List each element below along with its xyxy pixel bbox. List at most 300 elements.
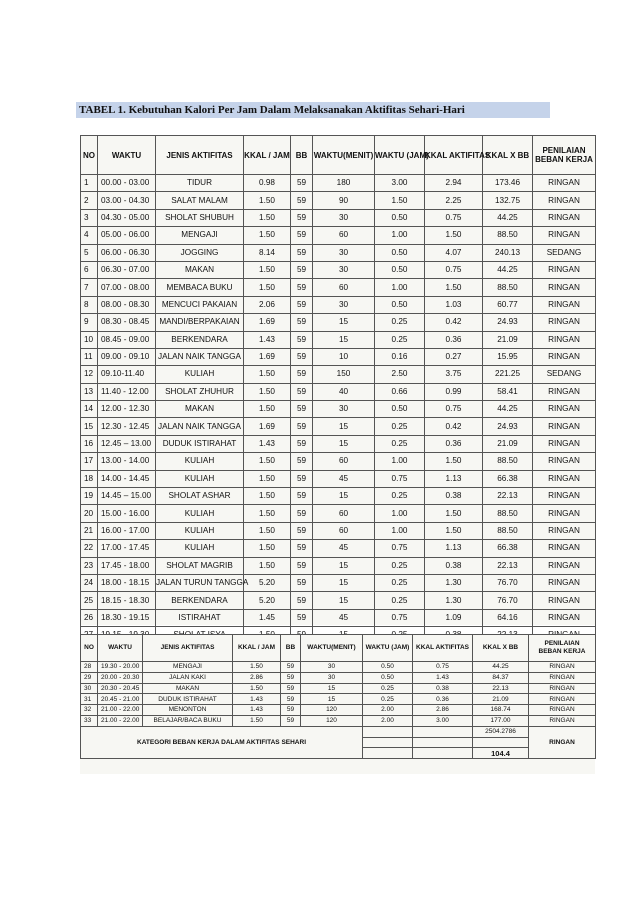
cell-kkal-jam: 1.50: [244, 192, 291, 209]
cell-waktu-menit: 120: [301, 705, 363, 716]
cell-penilaian: RINGAN: [529, 672, 596, 683]
header-jenis-aktifitas: JENIS AKTIFITAS: [156, 136, 244, 175]
cell-waktu-menit: 15: [313, 331, 375, 348]
table-row: [81, 705, 596, 716]
cell-kkal-x-bb: 21.09: [473, 694, 529, 705]
cell-bb: 59: [291, 522, 313, 539]
cell-waktu-menit: 40: [313, 383, 375, 400]
cell-no: 5: [81, 244, 98, 261]
cell-penilaian: RINGAN: [533, 331, 596, 348]
cell-kkal-aktifitas: 2.94: [425, 175, 483, 192]
cell-waktu-jam: 0.25: [363, 694, 413, 705]
cell-penilaian: SEDANG: [533, 366, 596, 383]
cell-kkal-x-bb: 60.77: [483, 296, 533, 313]
table-row: [81, 715, 596, 726]
cell-no: 28: [81, 662, 98, 673]
cell-no: 6: [81, 261, 98, 278]
table-row: [81, 574, 596, 591]
cell-kkal-aktifitas: 1.50: [425, 505, 483, 522]
header-waktu: WAKTU: [98, 635, 143, 662]
cell-waktu-menit: 120: [301, 715, 363, 726]
cell-kkal-x-bb: 76.70: [483, 592, 533, 609]
cell-waktu-menit: 60: [313, 227, 375, 244]
cell-jenis-aktifitas: KULIAH: [156, 453, 244, 470]
cell-kkal-x-bb: 177.00: [473, 715, 529, 726]
cell-bb: 59: [291, 261, 313, 278]
cell-waktu: 04.30 - 05.00: [98, 209, 156, 226]
cell-kkal-jam: 1.45: [244, 609, 291, 626]
header-penilaian-line1: PENILAIAN: [542, 146, 586, 155]
cell-waktu: 14.00 - 14.45: [98, 470, 156, 487]
cell-waktu-menit: 15: [313, 557, 375, 574]
cell-waktu-jam: 3.00: [375, 175, 425, 192]
cell-kkal-aktifitas: 0.36: [425, 331, 483, 348]
table-row: [81, 592, 596, 609]
cell-penilaian: RINGAN: [533, 540, 596, 557]
cell-no: 12: [81, 366, 98, 383]
cell-penilaian: RINGAN: [533, 279, 596, 296]
header-waktu: WAKTU: [98, 136, 156, 175]
cell-penilaian: RINGAN: [533, 418, 596, 435]
cell-waktu-jam: 0.50: [363, 662, 413, 673]
cell-waktu-menit: 15: [313, 592, 375, 609]
cell-waktu-jam: 0.25: [375, 435, 425, 452]
cell-bb: 59: [281, 715, 301, 726]
header-no: NO: [81, 136, 98, 175]
cell-waktu: 19.30 - 20.00: [98, 662, 143, 673]
cell-kkal-x-bb: 44.25: [483, 209, 533, 226]
cell-kkal-jam: 1.50: [233, 683, 281, 694]
cell-kkal-x-bb: 88.50: [483, 227, 533, 244]
cell-waktu-menit: 60: [313, 505, 375, 522]
cell-kkal-aktifitas: 0.42: [425, 314, 483, 331]
header-waktu-menit: WAKTU(MENIT): [301, 635, 363, 662]
cell-waktu-menit: 90: [313, 192, 375, 209]
cell-kkal-aktifitas: 1.13: [425, 540, 483, 557]
table-row: [81, 261, 596, 278]
cell-waktu-jam: 0.50: [375, 244, 425, 261]
cell-penilaian: RINGAN: [533, 609, 596, 626]
cell-no: 14: [81, 401, 98, 418]
cell-jenis-aktifitas: DUDUK ISTIRAHAT: [143, 694, 233, 705]
cell-kkal-aktifitas: 0.42: [425, 418, 483, 435]
cell-penilaian: RINGAN: [533, 488, 596, 505]
cell-no: 23: [81, 557, 98, 574]
cell-penilaian: RINGAN: [529, 715, 596, 726]
cell-kkal-jam: 1.50: [244, 540, 291, 557]
cell-kkal-x-bb: 22.13: [483, 557, 533, 574]
cell-waktu-menit: 150: [313, 366, 375, 383]
summary-empty-cell: [363, 737, 413, 748]
cell-waktu-menit: 45: [313, 470, 375, 487]
cell-kkal-aktifitas: 0.38: [425, 488, 483, 505]
cell-no: 19: [81, 488, 98, 505]
cell-bb: 59: [281, 683, 301, 694]
cell-penilaian: RINGAN: [533, 522, 596, 539]
summary-empty-cell: [413, 748, 473, 759]
cell-jenis-aktifitas: SHOLAT MAGRIB: [156, 557, 244, 574]
cell-bb: 59: [291, 401, 313, 418]
table-row: [81, 453, 596, 470]
cell-bb: 59: [291, 418, 313, 435]
cell-waktu-menit: 180: [313, 175, 375, 192]
activity-table: [80, 135, 596, 645]
cell-kkal-x-bb: 44.25: [483, 261, 533, 278]
cell-waktu-jam: 0.75: [375, 540, 425, 557]
table-row: [81, 227, 596, 244]
cell-bb: 59: [291, 470, 313, 487]
cell-kkal-x-bb: 21.09: [483, 435, 533, 452]
cell-kkal-jam: 1.50: [244, 261, 291, 278]
cell-waktu-jam: 1.00: [375, 279, 425, 296]
summary-total: 2504.2786: [473, 726, 529, 737]
cell-jenis-aktifitas: ISTIRAHAT: [156, 609, 244, 626]
cell-waktu-menit: 60: [313, 453, 375, 470]
cell-jenis-aktifitas: MANDI/BERPAKAIAN: [156, 314, 244, 331]
table-row: [81, 522, 596, 539]
cell-bb: 59: [291, 540, 313, 557]
cell-kkal-aktifitas: 1.30: [425, 592, 483, 609]
cell-kkal-jam: 1.50: [244, 557, 291, 574]
cell-bb: 59: [291, 175, 313, 192]
header-penilaian: [529, 635, 596, 662]
table-row: [81, 348, 596, 365]
cell-jenis-aktifitas: JALAN NAIK TANGGA: [156, 348, 244, 365]
table-row: [81, 505, 596, 522]
cell-bb: 59: [291, 296, 313, 313]
cell-jenis-aktifitas: DUDUK ISTIRAHAT: [156, 435, 244, 452]
header-penilaian: [533, 136, 596, 175]
cell-kkal-x-bb: 58.41: [483, 383, 533, 400]
cell-kkal-jam: 1.43: [233, 705, 281, 716]
cell-kkal-aktifitas: 2.86: [413, 705, 473, 716]
cell-waktu-menit: 15: [301, 694, 363, 705]
table-row: [81, 488, 596, 505]
cell-penilaian: RINGAN: [533, 296, 596, 313]
cell-penilaian: RINGAN: [533, 401, 596, 418]
cell-kkal-aktifitas: 3.00: [413, 715, 473, 726]
cell-waktu-jam: 0.25: [375, 557, 425, 574]
cell-kkal-x-bb: 24.93: [483, 418, 533, 435]
table-header-row: [81, 136, 596, 175]
table-row: [81, 314, 596, 331]
cell-kkal-x-bb: 21.09: [483, 331, 533, 348]
cell-kkal-aktifitas: 0.38: [413, 683, 473, 694]
cell-bb: 59: [291, 366, 313, 383]
cell-kkal-aktifitas: 1.13: [425, 470, 483, 487]
cell-no: 11: [81, 348, 98, 365]
cell-waktu-jam: 0.25: [375, 488, 425, 505]
cell-penilaian: RINGAN: [529, 705, 596, 716]
summary-empty-cell: [413, 726, 473, 737]
cell-waktu-menit: 15: [313, 488, 375, 505]
cell-kkal-x-bb: 88.50: [483, 279, 533, 296]
cell-no: 10: [81, 331, 98, 348]
cell-no: 31: [81, 694, 98, 705]
table-row: [81, 694, 596, 705]
header-jenis-aktifitas: JENIS AKTIFITAS: [143, 635, 233, 662]
summary-category: RINGAN: [529, 726, 596, 758]
cell-kkal-jam: 2.86: [233, 672, 281, 683]
cell-kkal-jam: 1.50: [244, 505, 291, 522]
cell-no: 2: [81, 192, 98, 209]
cell-bb: 59: [291, 209, 313, 226]
header-waktu-menit: WAKTU(MENIT): [313, 136, 375, 175]
cell-waktu: 21.00 - 22.00: [98, 715, 143, 726]
cell-kkal-aktifitas: 0.36: [413, 694, 473, 705]
cell-bb: 59: [291, 435, 313, 452]
cell-waktu-menit: 30: [313, 401, 375, 418]
cell-kkal-x-bb: 132.75: [483, 192, 533, 209]
cell-waktu: 14.45 – 15.00: [98, 488, 156, 505]
cell-kkal-aktifitas: 0.99: [425, 383, 483, 400]
cell-jenis-aktifitas: SALAT MALAM: [156, 192, 244, 209]
cell-kkal-jam: 1.43: [244, 435, 291, 452]
header-bb: BB: [291, 136, 313, 175]
cell-waktu: 08.00 - 08.30: [98, 296, 156, 313]
cell-waktu-jam: 0.50: [375, 401, 425, 418]
cell-jenis-aktifitas: BERKENDARA: [156, 331, 244, 348]
cell-waktu-jam: 1.00: [375, 453, 425, 470]
cell-no: 25: [81, 592, 98, 609]
table-row: [81, 540, 596, 557]
table-row: [81, 366, 596, 383]
cell-waktu-menit: 45: [313, 609, 375, 626]
cell-bb: 59: [291, 192, 313, 209]
cell-kkal-aktifitas: 0.75: [413, 662, 473, 673]
cell-kkal-x-bb: 168.74: [473, 705, 529, 716]
cell-waktu: 09.10-11.40: [98, 366, 156, 383]
cell-kkal-x-bb: 84.37: [473, 672, 529, 683]
cell-waktu-jam: 2.50: [375, 366, 425, 383]
cell-jenis-aktifitas: MAKAN: [156, 401, 244, 418]
cell-kkal-x-bb: 64.16: [483, 609, 533, 626]
cell-waktu-jam: 0.25: [375, 418, 425, 435]
cell-jenis-aktifitas: KULIAH: [156, 522, 244, 539]
cell-no: 24: [81, 574, 98, 591]
cell-penilaian: RINGAN: [529, 662, 596, 673]
table-row: [81, 331, 596, 348]
cell-waktu-jam: 0.25: [375, 592, 425, 609]
cell-waktu: 06.30 - 07.00: [98, 261, 156, 278]
cell-waktu-jam: 0.50: [375, 296, 425, 313]
cell-waktu-jam: 0.25: [363, 683, 413, 694]
cell-kkal-jam: 1.50: [244, 383, 291, 400]
cell-no: 18: [81, 470, 98, 487]
table-row: [81, 209, 596, 226]
cell-no: 1: [81, 175, 98, 192]
cell-kkal-aktifitas: 0.75: [425, 401, 483, 418]
cell-penilaian: SEDANG: [533, 244, 596, 261]
cell-no: 4: [81, 227, 98, 244]
cell-bb: 59: [281, 705, 301, 716]
cell-kkal-jam: 2.06: [244, 296, 291, 313]
cell-kkal-aktifitas: 3.75: [425, 366, 483, 383]
cell-kkal-x-bb: 88.50: [483, 505, 533, 522]
table-row: [81, 296, 596, 313]
cell-kkal-jam: 1.50: [244, 453, 291, 470]
cell-waktu: 17.45 - 18.00: [98, 557, 156, 574]
cell-jenis-aktifitas: JOGGING: [156, 244, 244, 261]
cell-penilaian: RINGAN: [533, 383, 596, 400]
cell-waktu-menit: 30: [313, 296, 375, 313]
cell-penilaian: RINGAN: [533, 209, 596, 226]
cell-penilaian: RINGAN: [533, 592, 596, 609]
cell-no: 17: [81, 453, 98, 470]
cell-penilaian: RINGAN: [533, 192, 596, 209]
cell-kkal-jam: 8.14: [244, 244, 291, 261]
table-row: [81, 557, 596, 574]
cell-bb: 59: [291, 244, 313, 261]
header-penilaian-line1: PENILAIAN: [544, 640, 580, 647]
cell-no: 21: [81, 522, 98, 539]
cell-waktu: 13.00 - 14.00: [98, 453, 156, 470]
header-kkal-x-bb: KKAL X BB: [473, 635, 529, 662]
cell-kkal-aktifitas: 1.09: [425, 609, 483, 626]
table-row: [81, 470, 596, 487]
cell-waktu-menit: 30: [313, 261, 375, 278]
cell-bb: 59: [291, 592, 313, 609]
cell-kkal-x-bb: 76.70: [483, 574, 533, 591]
cell-jenis-aktifitas: TIDUR: [156, 175, 244, 192]
cell-kkal-jam: 1.43: [244, 331, 291, 348]
cell-kkal-x-bb: 240.13: [483, 244, 533, 261]
cell-jenis-aktifitas: SHOLAT SHUBUH: [156, 209, 244, 226]
cell-waktu-jam: 0.50: [375, 261, 425, 278]
cell-kkal-aktifitas: 0.75: [425, 261, 483, 278]
cell-waktu: 17.00 - 17.45: [98, 540, 156, 557]
cell-no: 16: [81, 435, 98, 452]
cell-jenis-aktifitas: MENGAJI: [156, 227, 244, 244]
cell-waktu-menit: 60: [313, 522, 375, 539]
cell-waktu-jam: 1.50: [375, 192, 425, 209]
cell-kkal-x-bb: 88.50: [483, 522, 533, 539]
table-row: [81, 609, 596, 626]
cell-waktu-menit: 15: [313, 574, 375, 591]
cell-bb: 59: [291, 505, 313, 522]
cell-waktu-menit: 15: [301, 683, 363, 694]
cell-waktu-jam: 1.00: [375, 522, 425, 539]
cell-waktu: 18.30 - 19.15: [98, 609, 156, 626]
header-waktu-jam: WAKTU (JAM): [363, 635, 413, 662]
summary-empty-cell: [363, 748, 413, 759]
cell-waktu-jam: 0.66: [375, 383, 425, 400]
cell-bb: 59: [291, 557, 313, 574]
cell-kkal-jam: 1.50: [244, 522, 291, 539]
cell-kkal-jam: 1.50: [233, 662, 281, 673]
cell-waktu-menit: 30: [313, 244, 375, 261]
cell-waktu: 20.00 - 20.30: [98, 672, 143, 683]
cell-kkal-aktifitas: 1.50: [425, 279, 483, 296]
cell-no: 26: [81, 609, 98, 626]
cell-waktu: 08.45 - 09.00: [98, 331, 156, 348]
cell-waktu-menit: 30: [313, 209, 375, 226]
cell-kkal-aktifitas: 0.38: [425, 557, 483, 574]
cell-penilaian: RINGAN: [533, 574, 596, 591]
summary-empty-cell: [473, 737, 529, 748]
cell-jenis-aktifitas: MAKAN: [143, 683, 233, 694]
table-row: [81, 192, 596, 209]
cell-no: 7: [81, 279, 98, 296]
cell-kkal-jam: 1.50: [244, 227, 291, 244]
cell-kkal-aktifitas: 1.30: [425, 574, 483, 591]
cell-penilaian: RINGAN: [533, 453, 596, 470]
cell-kkal-aktifitas: 1.50: [425, 227, 483, 244]
cell-jenis-aktifitas: MENCUCI PAKAIAN: [156, 296, 244, 313]
cell-penilaian: RINGAN: [529, 683, 596, 694]
cell-bb: 59: [291, 331, 313, 348]
cell-waktu-jam: 0.75: [375, 470, 425, 487]
cell-kkal-aktifitas: 4.07: [425, 244, 483, 261]
cell-waktu: 09.00 - 09.10: [98, 348, 156, 365]
cell-waktu-jam: 2.00: [363, 705, 413, 716]
cell-bb: 59: [291, 314, 313, 331]
cell-no: 22: [81, 540, 98, 557]
cell-jenis-aktifitas: KULIAH: [156, 470, 244, 487]
cell-waktu-menit: 45: [313, 540, 375, 557]
cell-waktu: 18.15 - 18.30: [98, 592, 156, 609]
cell-kkal-x-bb: 66.38: [483, 540, 533, 557]
header-no: NO: [81, 635, 98, 662]
cell-waktu-jam: 0.50: [375, 209, 425, 226]
table-row: [81, 672, 596, 683]
table-row: [81, 244, 596, 261]
cell-waktu-menit: 60: [313, 279, 375, 296]
table-row: [81, 418, 596, 435]
header-waktu-jam: WAKTU (JAM): [375, 136, 425, 175]
activity-table-scan-1: [80, 135, 595, 625]
cell-waktu-jam: 0.50: [363, 672, 413, 683]
cell-waktu-menit: 10: [313, 348, 375, 365]
cell-bb: 59: [291, 279, 313, 296]
cell-no: 3: [81, 209, 98, 226]
header-kkal-aktifitas: KKAL AKTIFITAS: [425, 136, 483, 175]
cell-kkal-jam: 1.50: [244, 488, 291, 505]
table-row: [81, 383, 596, 400]
cell-bb: 59: [291, 609, 313, 626]
header-kkal-jam: KKAL / JAM: [244, 136, 291, 175]
header-kkal-jam: KKAL / JAM: [233, 635, 281, 662]
table-row: [81, 279, 596, 296]
cell-jenis-aktifitas: MEMBACA BUKU: [156, 279, 244, 296]
cell-penilaian: RINGAN: [533, 227, 596, 244]
cell-no: 30: [81, 683, 98, 694]
cell-kkal-jam: 1.50: [244, 470, 291, 487]
cell-kkal-aktifitas: 1.50: [425, 522, 483, 539]
cell-waktu: 11.40 - 12.00: [98, 383, 156, 400]
cell-penilaian: RINGAN: [533, 470, 596, 487]
summary-label: KATEGORI BEBAN KERJA DALAM AKTIFITAS SEHARI: [81, 726, 363, 758]
cell-kkal-jam: 1.50: [244, 209, 291, 226]
cell-penilaian: RINGAN: [533, 348, 596, 365]
cell-penilaian: RINGAN: [533, 175, 596, 192]
activity-table-continued: [80, 634, 596, 759]
cell-kkal-aktifitas: 1.03: [425, 296, 483, 313]
table-row: [81, 401, 596, 418]
cell-waktu-jam: 0.25: [375, 314, 425, 331]
cell-waktu-menit: 30: [301, 672, 363, 683]
cell-kkal-aktifitas: 1.50: [425, 453, 483, 470]
cell-kkal-jam: 5.20: [244, 592, 291, 609]
header-bb: BB: [281, 635, 301, 662]
summary-empty-cell: [363, 726, 413, 737]
cell-waktu: 03.00 - 04.30: [98, 192, 156, 209]
header-penilaian-line2: BEBAN KERJA: [538, 648, 586, 655]
cell-kkal-x-bb: 173.46: [483, 175, 533, 192]
cell-waktu-menit: 15: [313, 435, 375, 452]
cell-waktu-menit: 15: [313, 418, 375, 435]
cell-bb: 59: [291, 453, 313, 470]
